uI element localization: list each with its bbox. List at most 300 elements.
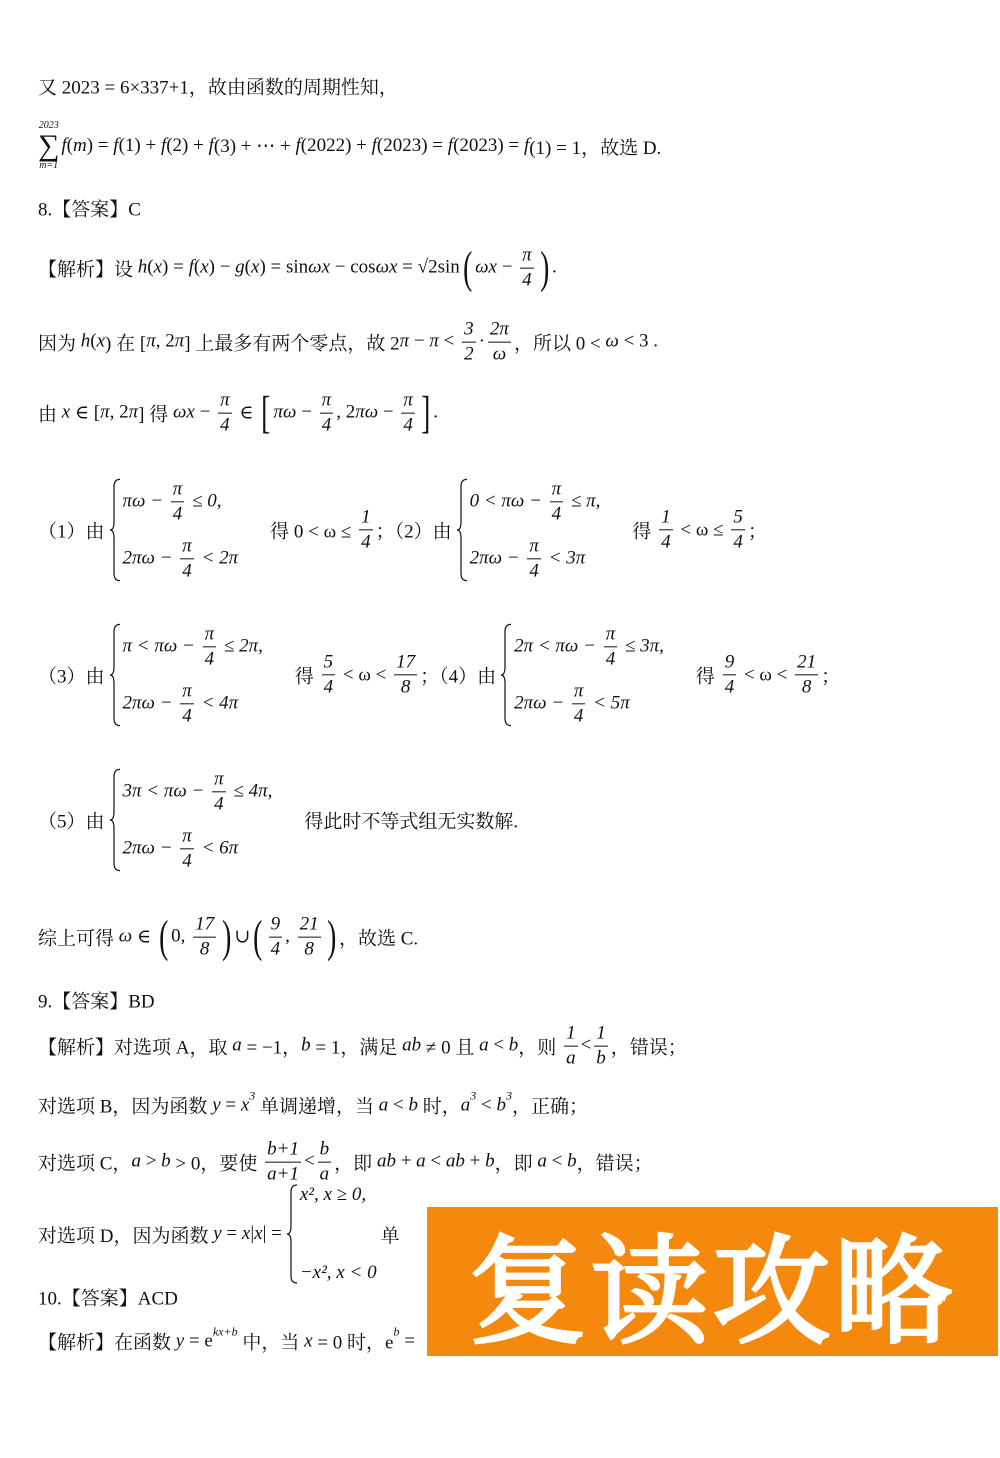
text-run: (	[244, 257, 251, 278]
fraction	[212, 768, 226, 815]
math-variable: h	[137, 257, 148, 278]
text-run: =	[399, 1330, 415, 1351]
math-variable: ab	[376, 1151, 396, 1172]
math-variable: b	[496, 1094, 506, 1115]
text-run: = √2sin	[397, 257, 460, 278]
denominator: 4	[323, 676, 334, 698]
text-run: ≤ 4π,	[228, 780, 273, 802]
text-run: 综上可得	[38, 928, 119, 950]
text-run: 对选项 B，因为函数	[38, 1096, 213, 1118]
text-run: <	[476, 1094, 497, 1115]
text-line	[38, 387, 438, 438]
text-run: <	[388, 1094, 409, 1115]
math-variable: m	[73, 135, 87, 156]
text-run: 【解析】在函数	[38, 1332, 176, 1354]
text-line	[38, 478, 767, 581]
denominator: 4	[551, 503, 562, 525]
denominator: 8	[199, 938, 210, 960]
equation-system	[109, 478, 239, 581]
text-run: |	[250, 1223, 255, 1244]
text-run: ，错误；	[610, 1037, 687, 1059]
text-run: ∈ [	[70, 402, 101, 424]
large-delimiter: )	[222, 911, 232, 962]
fraction	[318, 1139, 332, 1186]
numerator: π	[401, 390, 415, 414]
large-delimiter: (	[462, 242, 473, 293]
math-variable: f	[447, 135, 454, 156]
numerator: 21	[298, 914, 321, 938]
sum-lower-limit: m=1	[39, 160, 59, 171]
left-brace-icon	[109, 768, 121, 871]
equation-system	[456, 478, 601, 581]
numerator: 3	[462, 319, 476, 343]
denominator: b	[596, 1047, 606, 1069]
text-run: 2πω −	[122, 692, 178, 714]
text-run: , 2	[155, 331, 175, 352]
denominator: 4	[321, 414, 332, 436]
math-variable: y	[213, 1223, 222, 1244]
fraction	[572, 680, 586, 727]
superscript: kx+b	[212, 1324, 238, 1339]
math-variable: f	[371, 135, 377, 156]
superscript: b	[393, 1324, 400, 1339]
text-run: 单调递增，当	[255, 1096, 379, 1118]
math-variable: πω	[273, 402, 297, 423]
text-run: 得	[695, 666, 720, 688]
denominator: 4	[733, 531, 743, 553]
text-run: < 4π	[196, 692, 239, 714]
math-variable: π	[100, 402, 110, 423]
numerator: b+1	[265, 1139, 301, 1163]
text-run: 得此时不等式组无实数解.	[304, 811, 519, 833]
denominator: 4	[182, 849, 192, 871]
text-run: −x², x < 0	[299, 1262, 377, 1283]
numerator: π	[212, 768, 226, 792]
text-run: <	[303, 1151, 315, 1172]
math-variable: a	[479, 1035, 489, 1056]
math-variable: π	[128, 402, 139, 423]
math-variable: y	[175, 1330, 185, 1351]
math-variable: x	[304, 1330, 313, 1351]
text-run: 中，当	[237, 1332, 305, 1354]
math-variable: ω	[118, 926, 133, 947]
math-variable: ab	[402, 1035, 422, 1056]
denominator: 4	[361, 531, 371, 553]
numerator: 21	[795, 652, 818, 676]
numerator: 5	[322, 652, 336, 676]
math-variable: ωx	[308, 257, 331, 278]
text-run: ) = sin	[259, 257, 309, 278]
text-run: ∈	[132, 926, 156, 948]
system-row	[123, 535, 239, 582]
math-variable: π	[399, 331, 410, 352]
text-line	[38, 1088, 589, 1119]
numerator: π	[218, 390, 232, 414]
fraction	[180, 535, 194, 582]
text-run: 得 0 < ω ≤	[270, 521, 357, 543]
denominator: a	[566, 1047, 576, 1069]
text-run: （5）由	[38, 811, 105, 833]
fraction	[723, 652, 737, 699]
text-run: (	[193, 257, 201, 278]
fraction	[394, 652, 417, 699]
fraction	[564, 1023, 578, 1070]
math-variable: ω	[605, 331, 619, 352]
text-run: ，即	[494, 1153, 538, 1175]
fraction	[594, 1023, 608, 1070]
fraction	[171, 478, 185, 525]
fraction	[550, 478, 564, 525]
text-run: .	[433, 402, 438, 423]
text-run: ∈	[234, 402, 259, 424]
text-run: ≠ 0 且	[421, 1037, 480, 1059]
math-variable: a	[537, 1151, 547, 1172]
denominator: 4	[214, 793, 224, 815]
fraction	[218, 390, 232, 437]
text-run: 单	[380, 1225, 400, 1247]
text-run: ，所以 0 <	[513, 333, 606, 355]
text-line	[38, 987, 155, 1014]
left-brace-icon	[500, 623, 512, 726]
math-variable: ωx	[475, 257, 497, 278]
numerator: 5	[731, 507, 745, 531]
fraction	[359, 507, 373, 554]
text-run: 2πω −	[514, 692, 569, 714]
large-delimiter: )	[326, 911, 336, 962]
text-run: >	[140, 1151, 162, 1172]
numerator: b	[318, 1139, 332, 1163]
text-line	[38, 242, 557, 293]
text-run: −	[378, 402, 399, 423]
text-run: (2023) =	[376, 135, 448, 156]
numerator: π	[520, 245, 534, 269]
math-variable: h	[80, 331, 91, 352]
text-line	[38, 1184, 400, 1284]
text-line	[38, 911, 419, 962]
denominator: ω	[492, 343, 507, 365]
math-variable: b	[161, 1151, 171, 1172]
text-run: <	[546, 1151, 568, 1172]
denominator: 4	[403, 414, 413, 436]
text-run: 【解析】对选项 A，取	[38, 1037, 233, 1059]
text-run: 又 2023 = 6×337+1，故由函数的周期性知，	[38, 77, 398, 99]
text-run: (1) +	[118, 135, 161, 156]
system-row	[300, 1262, 377, 1284]
math-variable: b	[301, 1035, 311, 1056]
text-run: < 3 .	[618, 331, 659, 352]
text-run: 【解析】设	[38, 259, 138, 281]
text-run: ≤ π,	[566, 490, 601, 512]
text-run: 10.【答案】ACD	[38, 1288, 178, 1310]
sigma-symbol: ∑	[38, 129, 60, 162]
fraction	[795, 652, 818, 699]
fraction	[604, 623, 618, 670]
text-run: < 6π	[196, 837, 239, 859]
fraction	[520, 245, 534, 292]
large-delimiter: (	[253, 911, 263, 962]
text-run: 9.【答案】BD	[38, 991, 155, 1013]
math-variable: a	[131, 1151, 141, 1172]
fraction	[180, 680, 194, 727]
text-run: 0,	[171, 926, 191, 947]
text-line	[38, 319, 658, 366]
text-line	[38, 1139, 653, 1186]
text-run: （3）由	[38, 666, 105, 688]
text-run: (	[66, 135, 73, 156]
fraction	[322, 652, 336, 699]
system-row	[300, 1184, 377, 1206]
text-run: ，错误；	[576, 1153, 653, 1175]
system-row	[123, 680, 263, 727]
system-row	[123, 825, 273, 872]
math-variable: b	[567, 1151, 577, 1172]
left-brace-icon	[456, 478, 468, 581]
text-run: ≤ 3π,	[620, 635, 664, 657]
math-variable: f	[295, 135, 301, 156]
numerator: π	[180, 680, 194, 704]
sum-upper-limit: 2023	[38, 120, 59, 131]
text-run: 得	[632, 521, 657, 543]
text-run: .	[552, 257, 557, 278]
math-variable: x	[254, 1223, 263, 1244]
large-delimiter: (	[158, 911, 169, 962]
numerator: 9	[723, 652, 737, 676]
left-brace-icon	[109, 623, 121, 726]
denominator: 4	[661, 531, 671, 553]
text-run: π < πω −	[122, 635, 200, 657]
denominator: 4	[724, 676, 735, 698]
fraction	[298, 914, 321, 961]
equation-system	[500, 623, 664, 726]
denominator: 4	[220, 414, 230, 436]
text-run: (2) +	[166, 135, 209, 156]
equation-system	[109, 623, 263, 726]
fraction	[203, 623, 217, 670]
text-run: < ω ≤	[675, 519, 729, 540]
denominator: 4	[605, 648, 616, 670]
math-variable: πω	[355, 402, 379, 423]
text-run: (	[147, 257, 154, 278]
denominator: 8	[400, 676, 411, 698]
text-run: 8.【答案】C	[38, 199, 141, 221]
numerator: 17	[193, 914, 216, 938]
fraction	[401, 390, 415, 437]
text-run: | =	[262, 1223, 282, 1244]
text-run: (2023) =	[453, 135, 524, 156]
denominator: 4	[522, 269, 532, 291]
superscript: 3	[470, 1088, 477, 1103]
system-rows	[121, 768, 273, 871]
math-variable: b	[508, 1035, 519, 1056]
text-run: , 2	[109, 402, 129, 423]
math-variable: b	[408, 1094, 419, 1115]
math-variable: f	[208, 135, 214, 156]
text-run: 2πω −	[122, 837, 178, 859]
text-run: < 5π	[588, 692, 630, 714]
text-run: ,	[285, 926, 295, 947]
text-run: ≤ 2π,	[219, 635, 263, 657]
numerator: π	[180, 535, 194, 559]
text-run: = 0 时，e	[312, 1332, 394, 1354]
text-run: ) −	[208, 257, 236, 278]
text-run: 对选项 D，因为函数	[38, 1225, 214, 1247]
text-run: <	[488, 1035, 509, 1056]
math-variable: f	[160, 135, 167, 156]
text-run: > 0，要使	[170, 1153, 263, 1175]
system-rows	[121, 623, 263, 726]
text-run: +	[464, 1151, 486, 1172]
system-rows	[468, 478, 601, 581]
text-run: ，故选 C.	[339, 928, 419, 950]
text-run: 得	[294, 666, 319, 688]
math-variable: π	[429, 331, 439, 352]
text-run: （1）由	[38, 521, 105, 543]
math-variable: a	[416, 1151, 426, 1172]
left-brace-icon	[286, 1184, 298, 1284]
numerator: π	[604, 623, 618, 647]
text-run: = e	[184, 1330, 213, 1351]
math-variable: f	[523, 135, 530, 156]
text-run: ) 在 [	[105, 333, 147, 355]
text-run: ·	[478, 331, 485, 352]
text-line	[38, 1324, 415, 1355]
numerator: 17	[394, 652, 417, 676]
numerator: π	[180, 825, 194, 849]
math-variable: ωx	[173, 402, 195, 423]
text-run: (3) + ⋯ +	[213, 135, 296, 157]
text-line	[38, 1284, 178, 1311]
text-line	[38, 195, 141, 222]
fraction	[731, 507, 745, 554]
text-run: ∪	[234, 926, 251, 948]
denominator: 4	[182, 704, 192, 726]
system-row	[514, 680, 664, 727]
math-variable: π	[146, 331, 156, 352]
fraction	[180, 825, 194, 872]
text-run: 因为	[38, 333, 81, 355]
math-variable: b	[485, 1151, 495, 1172]
numerator: 1	[359, 507, 373, 531]
summation	[38, 121, 59, 171]
numerator: 1	[594, 1023, 608, 1047]
math-variable: x	[61, 402, 71, 423]
denominator: 2	[464, 343, 474, 365]
text-run: +	[395, 1151, 417, 1172]
math-variable: ab	[445, 1151, 465, 1172]
text-line	[38, 768, 518, 871]
text-run: <	[425, 1151, 446, 1172]
system-row	[470, 535, 601, 582]
math-variable: a	[460, 1094, 471, 1115]
text-run: , 2	[336, 402, 356, 423]
math-variable: x	[153, 257, 163, 278]
text-run: < ω <	[739, 664, 793, 685]
text-run: 对选项 C，	[38, 1153, 132, 1175]
text-run: 时，	[418, 1096, 461, 1118]
text-run: ，即	[334, 1153, 377, 1175]
text-run: ，则	[518, 1037, 562, 1059]
math-variable: y	[212, 1094, 221, 1115]
fraction	[488, 319, 511, 366]
fraction	[320, 390, 334, 437]
text-run: −	[194, 402, 216, 423]
text-line	[38, 121, 661, 171]
denominator: 4	[172, 503, 183, 525]
banner-text: 复读攻略	[468, 1222, 957, 1361]
system-row	[470, 478, 601, 525]
text-run: ] 上最多有两个零点，故 2	[184, 333, 400, 355]
text-run: ，正确；	[512, 1096, 589, 1118]
math-variable: x	[200, 257, 209, 278]
fraction	[193, 914, 216, 961]
math-variable: f	[61, 135, 67, 156]
text-run: < ω <	[338, 664, 392, 685]
text-run: =	[221, 1223, 242, 1244]
numerator: 1	[659, 507, 673, 531]
math-variable: f	[188, 257, 194, 278]
numerator: π	[550, 478, 564, 502]
denominator: 4	[182, 559, 192, 581]
text-run: < 3π	[543, 547, 586, 569]
equation-system	[109, 768, 273, 871]
text-line	[38, 1023, 687, 1070]
text-run: ≤ 0,	[187, 490, 222, 512]
math-variable: a	[378, 1094, 389, 1115]
denominator: a+1	[267, 1163, 299, 1185]
system-rows	[512, 623, 664, 726]
superscript: 3	[506, 1088, 512, 1103]
text-line	[38, 623, 840, 726]
text-run: πω −	[122, 490, 168, 512]
text-run: 2πω −	[469, 547, 525, 569]
denominator: 4	[270, 938, 281, 960]
fraction	[659, 507, 673, 554]
watermark-banner	[427, 1207, 998, 1361]
system-rows	[298, 1184, 377, 1284]
denominator: a	[319, 1163, 330, 1185]
text-run: x², x ≥ 0,	[299, 1184, 367, 1205]
left-brace-icon	[109, 478, 121, 581]
denominator: 4	[573, 704, 584, 726]
denominator: 8	[304, 938, 314, 960]
numerator: π	[572, 680, 586, 704]
math-variable: x	[240, 1094, 250, 1115]
text-run: (2022) +	[300, 135, 372, 156]
text-run: <	[438, 331, 460, 352]
fraction	[269, 914, 283, 961]
text-run: ；（2）由	[375, 521, 452, 543]
text-run: ) =	[86, 135, 114, 156]
text-run: <	[580, 1035, 592, 1056]
system-row	[514, 623, 664, 670]
large-delimiter: ]	[420, 387, 431, 438]
superscript: 3	[249, 1088, 256, 1103]
text-run: −	[496, 257, 518, 278]
large-delimiter: [	[261, 387, 271, 438]
denominator: 8	[801, 676, 812, 698]
fraction	[265, 1139, 301, 1186]
text-run: = 1，满足	[310, 1037, 403, 1059]
text-line	[38, 73, 398, 100]
large-delimiter: )	[539, 242, 549, 293]
numerator: π	[527, 535, 541, 559]
equation-system	[286, 1184, 377, 1284]
text-run: ] 得	[138, 404, 173, 426]
system-row	[123, 478, 239, 525]
numerator: π	[171, 478, 185, 502]
text-run: 2π < πω −	[514, 635, 601, 657]
system-rows	[121, 478, 239, 581]
